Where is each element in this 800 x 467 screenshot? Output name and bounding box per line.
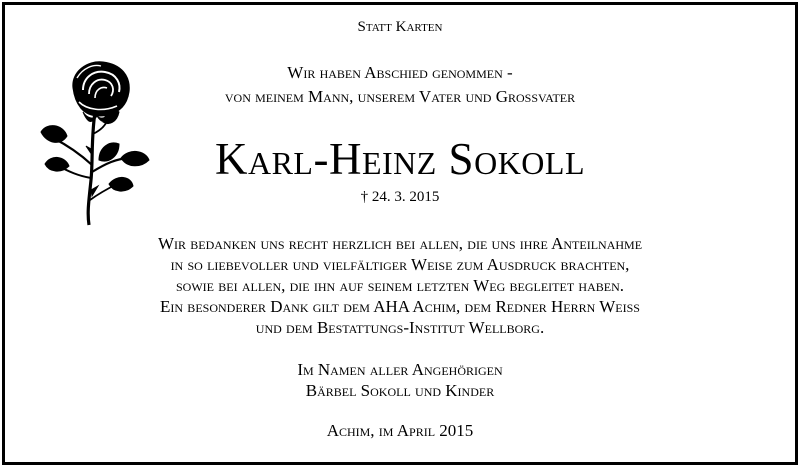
death-date: † 24. 3. 2015 xyxy=(360,189,440,205)
thanks-line-5: und dem Bestattungs-Institut Wellborg. xyxy=(255,318,545,337)
signature-line-2: Bärbel Sokoll und Kinder xyxy=(305,381,495,400)
thanks-line-3: sowie bei allen, die ihn auf seinem letzten Weg begleitet haben. xyxy=(176,276,624,295)
header-label: Statt Karten xyxy=(357,19,443,35)
place-date: Achim, im April 2015 xyxy=(326,421,474,440)
rose-icon xyxy=(33,60,153,228)
intro-line-2: von meinem Mann, unserem Vater und Grossvater xyxy=(224,87,576,106)
thanks-line-2: in so liebevoller und vielfältiger Weise zum Ausdruck brachten, xyxy=(170,255,630,274)
signature-line-1: Im Namen aller Angehörigen xyxy=(297,360,503,379)
thanks-line-4: Ein besonderer Dank gilt dem AHA Achim, dem Redner Herrn Weiss xyxy=(160,297,640,316)
intro-line-1: Wir haben Abschied genommen - xyxy=(287,63,513,82)
thanks-line-1: Wir bedanken uns recht herzlich bei allen, die uns ihre Anteilnahme xyxy=(157,234,643,253)
obituary-notice xyxy=(2,2,798,465)
deceased-name: Karl-Heinz Sokoll xyxy=(214,134,586,184)
